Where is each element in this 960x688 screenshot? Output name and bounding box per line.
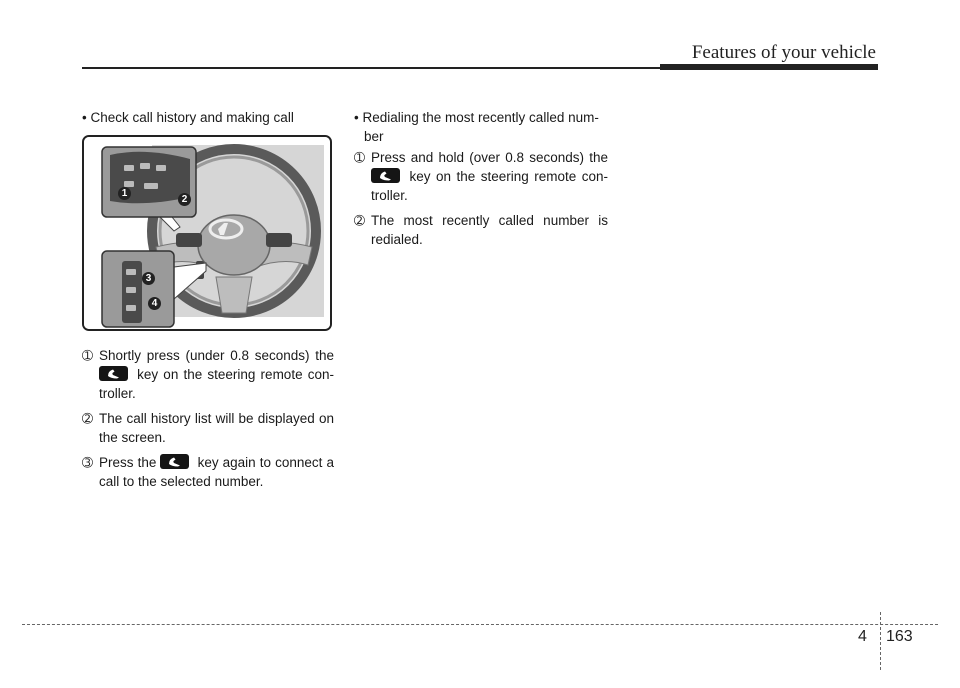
call-key <box>371 168 400 183</box>
step-text: The call history list will be displayed on the screen. <box>99 411 334 445</box>
left-step-2 <box>82 409 334 447</box>
right-step-2 <box>354 211 608 249</box>
phone-handset-icon <box>168 456 181 467</box>
right-step-1 <box>354 148 608 205</box>
callout-4: 4 <box>148 297 161 310</box>
step-text: The most recently called number is redialed. <box>371 213 608 247</box>
step-number: ➁ <box>354 213 365 228</box>
step-text-before: Shortly press (under 0.8 seconds) the <box>99 348 334 363</box>
page-header-title: Features of your vehicle <box>691 42 876 63</box>
left-step-3 <box>82 453 334 491</box>
right-column <box>354 108 608 255</box>
right-bullet: • Redialing the most recently called num- ber <box>354 110 599 144</box>
left-step-1 <box>82 346 334 403</box>
step-number: ➀ <box>354 150 365 165</box>
left-bullet: • Check call history and making call <box>82 110 294 125</box>
call-key <box>160 454 189 469</box>
callout-3: 3 <box>142 272 155 285</box>
phone-handset-icon <box>107 368 120 379</box>
step-text-before: Press the <box>99 455 157 470</box>
steering-wheel-figure <box>82 135 332 331</box>
callout-2: 2 <box>178 193 191 206</box>
step-number: ➀ <box>82 348 93 363</box>
section-number: 4 <box>858 628 867 645</box>
page-number: 163 <box>886 628 913 645</box>
steering-wheel-illustration <box>84 137 330 329</box>
step-number: ➂ <box>82 455 93 470</box>
left-steps <box>82 346 334 497</box>
left-column <box>82 108 334 131</box>
step-text-after: key on the steering remote con- troller. <box>371 169 608 203</box>
header-rule-accent <box>660 64 878 70</box>
step-text-before: Press and hold (over 0.8 seconds) the <box>371 150 608 165</box>
step-text-after: key again to connect a call to the selected number. <box>99 455 334 489</box>
step-number: ➁ <box>82 411 93 426</box>
footer-rule <box>22 624 938 625</box>
step-text-after: key on the steering remote con- troller. <box>99 367 334 401</box>
phone-handset-icon <box>379 170 392 181</box>
call-key <box>99 366 128 381</box>
callout-1: 1 <box>118 187 131 200</box>
footer-divider <box>880 612 881 670</box>
